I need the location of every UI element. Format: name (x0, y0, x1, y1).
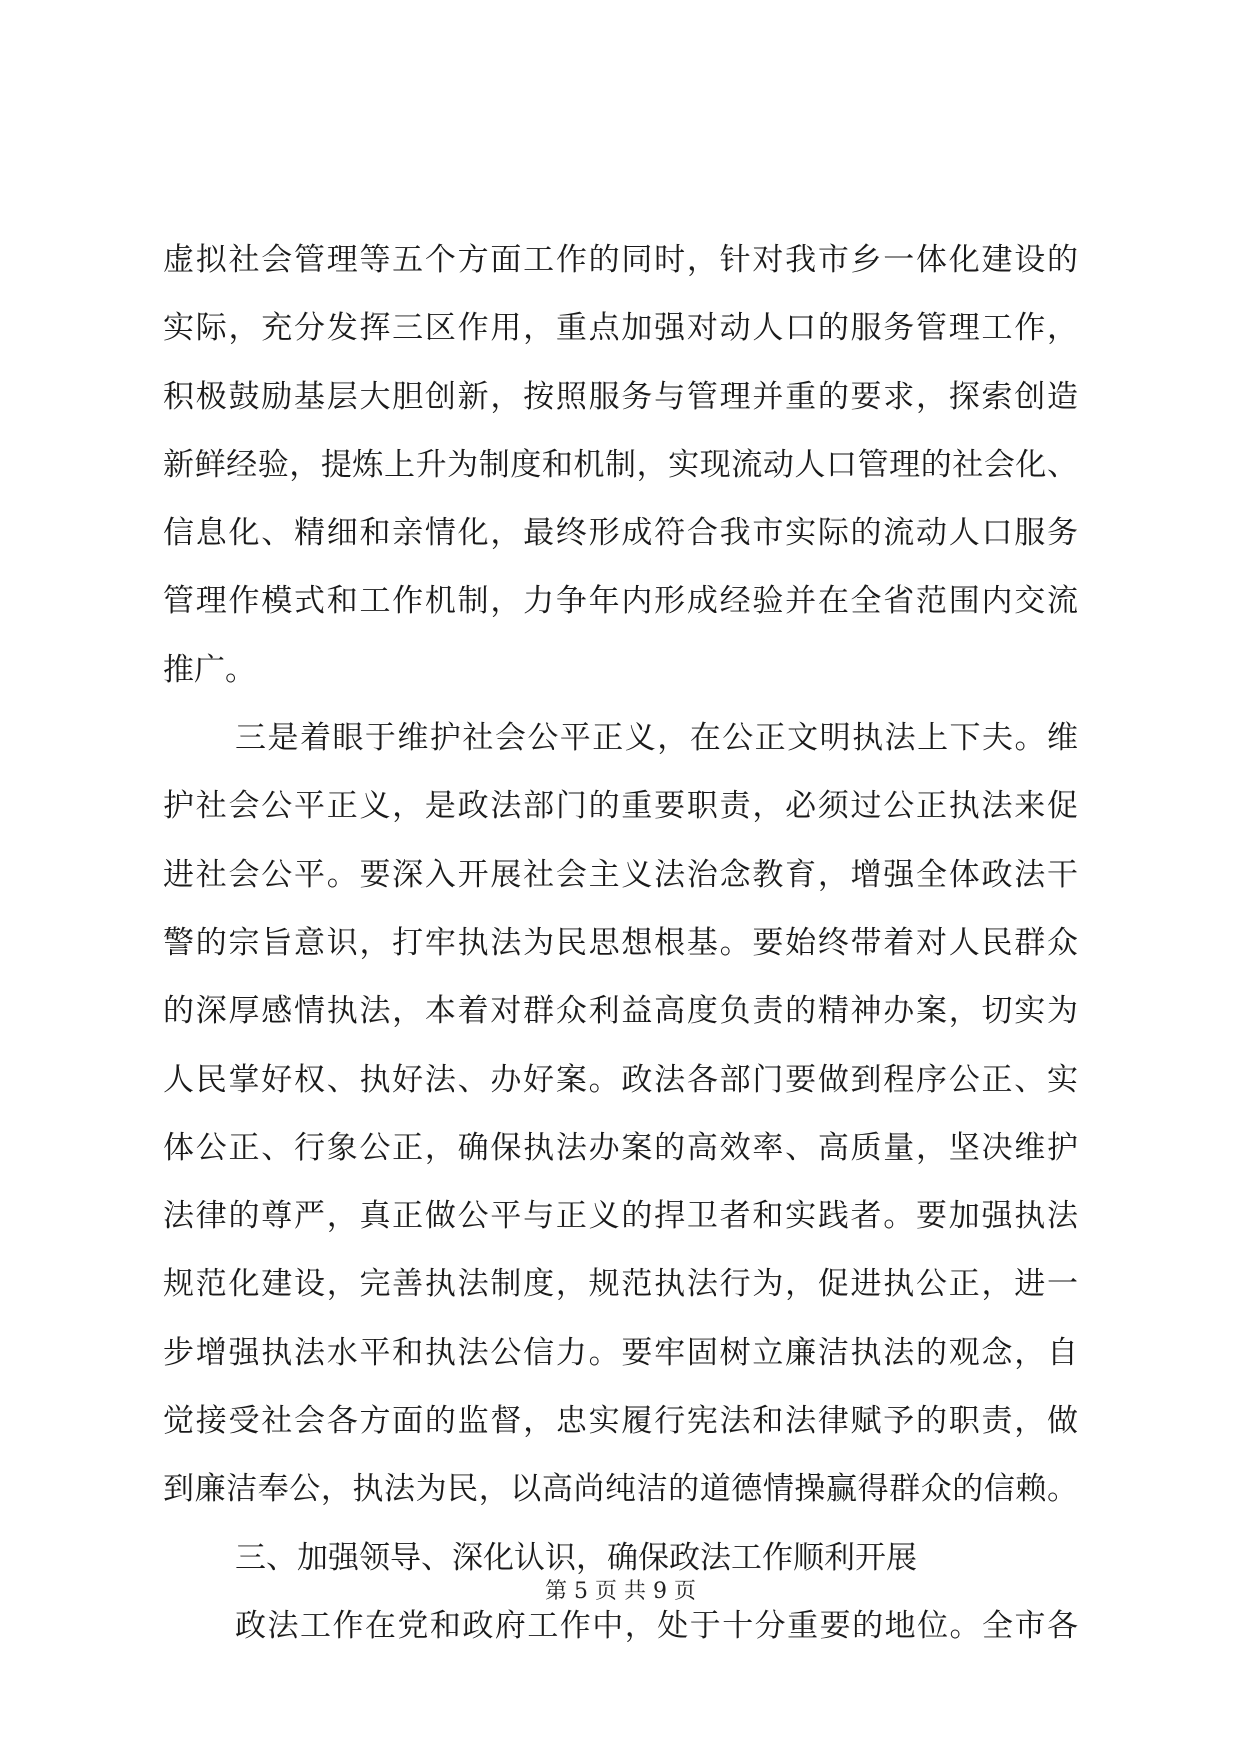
section-heading: 三、加强领导、深化认识，确保政法工作顺利开展 (235, 1539, 917, 1576)
text-line: 新鲜经验，提炼上升为制度和机制，实现流动人口管理的社会化、 (163, 446, 1078, 483)
text-line: 步增强执法水平和执法公信力。要牢固树立廉洁执法的观念，自 (163, 1334, 1078, 1371)
text-line: 推广。 (163, 651, 256, 688)
text-line: 觉接受社会各方面的监督，忠实履行宪法和法律赋予的职责，做 (163, 1403, 1078, 1440)
text-line: 到廉洁奉公，执法为民，以高尚纯洁的道德情操赢得群众的信赖。 (163, 1471, 1078, 1508)
paragraph-start-line: 三是着眼于维护社会公平正义，在公正文明执法上下夫。维 (235, 720, 1078, 757)
text-line: 虚拟社会管理等五个方面工作的同时，针对我市乡一体化建设的 (163, 242, 1078, 278)
body-text (163, 226, 1078, 1660)
text-line: 信息化、精细和亲情化，最终形成符合我市实际的流动人口服务 (163, 515, 1078, 552)
text-line: 的深厚感情执法，本着对群众利益高度负责的精神办案，切实为 (163, 993, 1078, 1030)
text-line: 法律的尊严，真正做公平与正义的捍卫者和实践者。要加强执法 (163, 1198, 1078, 1235)
text-line: 护社会公平正义，是政法部门的重要职责，必须过公正执法来促 (163, 788, 1078, 825)
page-number-footer: 第 5 页 共 9 页 (545, 1579, 696, 1604)
paragraph-start-line: 政法工作在党和政府工作中，处于十分重要的地位。全市各 (235, 1607, 1078, 1644)
text-line: 进社会公平。要深入开展社会主义法治念教育，增强全体政法干 (163, 856, 1078, 893)
text-line: 警的宗旨意识，打牢执法为民思想根基。要始终带着对人民群众 (163, 924, 1078, 961)
text-line: 积极鼓励基层大胆创新，按照服务与管理并重的要求，探索创造 (163, 378, 1078, 415)
text-line: 人民掌好权、执好法、办好案。政法各部门要做到程序公正、实 (163, 1061, 1078, 1098)
text-line: 管理作模式和工作机制，力争年内形成经验并在全省范围内交流 (163, 583, 1078, 620)
text-line: 规范化建设，完善执法制度，规范执法行为，促进执公正，进一 (163, 1266, 1078, 1303)
text-line: 体公正、行象公正，确保执法办案的高效率、高质量，坚决维护 (163, 1129, 1078, 1166)
text-line: 实际，充分发挥三区作用，重点加强对动人口的服务管理工作， (163, 310, 1078, 347)
